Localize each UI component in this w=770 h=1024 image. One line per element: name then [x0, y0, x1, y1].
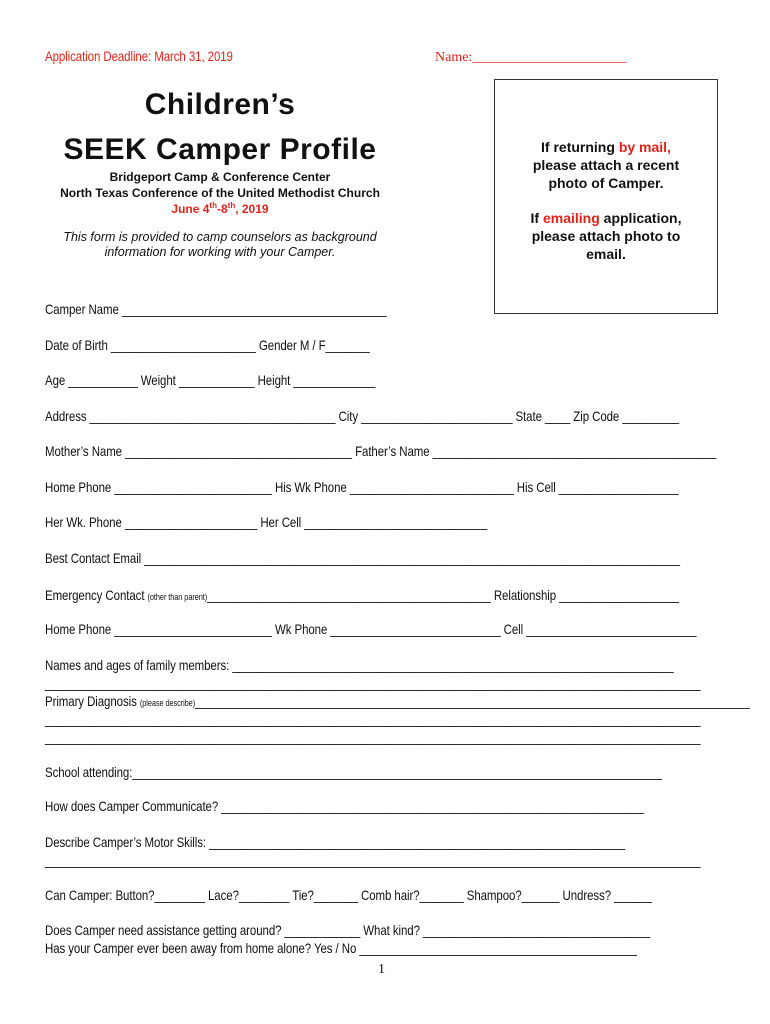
application-deadline: Application Deadline: March 31, 2019: [45, 48, 233, 64]
conference-name: North Texas Conference of the United Methodist Church: [60, 186, 380, 200]
photo-box: [494, 79, 718, 314]
photo-box-line-3: photo of Camper.: [548, 175, 664, 191]
motor-skills-field[interactable]: Describe Camper’s Motor Skills: __________________________________________________________________: [45, 834, 626, 850]
form-note-1: This form is provided to camp counselors as background: [63, 230, 377, 244]
name-field[interactable]: Name:______________________: [435, 50, 627, 65]
form-note-2: information for working with your Camper.: [104, 245, 336, 259]
dob-gender-field[interactable]: Date of Birth _______________________ Gender M / F_______: [45, 337, 370, 353]
parents-field[interactable]: Mother’s Name ____________________________________ Father’s Name _____________________________________________: [45, 443, 717, 459]
phones-field-2[interactable]: Her Wk. Phone _____________________ Her Cell _____________________________: [45, 514, 488, 530]
camp-dates: June 4th-8th, 2019: [171, 201, 269, 216]
page-title: SEEK Camper Profile: [63, 133, 377, 166]
page-number: 1: [378, 962, 385, 977]
primary-diagnosis-field[interactable]: Primary Diagnosis (please describe)________________________________________________________________________________________: [45, 693, 750, 709]
communication-field[interactable]: How does Camper Communicate? ___________________________________________________________________: [45, 798, 644, 814]
family-members-field[interactable]: Names and ages of family members: ______________________________________________________________________: [45, 657, 674, 673]
photo-box-line-4: If emailing application,: [530, 210, 682, 226]
primary-diagnosis-line-3[interactable]: ________________________________________________________________________________________________________: [45, 729, 701, 745]
title-line-1: Children’s: [144, 88, 296, 121]
address-field[interactable]: Address _______________________________________ City ________________________ State ____ Zip Code _________: [45, 408, 680, 424]
away-from-home-field[interactable]: Has your Camper ever been away from home alone? Yes / No ____________________________________________: [45, 940, 637, 956]
photo-box-line-1: If returning by mail,: [541, 139, 671, 155]
age-weight-height-field[interactable]: Age ___________ Weight ____________ Height _____________: [45, 372, 376, 388]
email-field[interactable]: Best Contact Email _____________________________________________________________________________________: [45, 550, 680, 566]
school-field[interactable]: School attending:____________________________________________________________________________________: [45, 764, 662, 780]
phones-field-3[interactable]: Home Phone _________________________ Wk Phone ___________________________ Cell ___________________________: [45, 621, 697, 637]
assistance-field[interactable]: Does Camper need assistance getting around? ____________ What kind? ____________________________________: [45, 922, 650, 938]
primary-diagnosis-line-2[interactable]: ________________________________________________________________________________________________________: [45, 711, 701, 727]
photo-box-line-2: please attach a recent: [532, 157, 680, 173]
phones-field-1[interactable]: Home Phone _________________________ His Wk Phone __________________________ His Cell ___________________: [45, 479, 679, 495]
family-members-line-2[interactable]: ________________________________________________________________________________________________________: [45, 675, 701, 691]
camper-name-field[interactable]: Camper Name __________________________________________: [45, 301, 387, 317]
self-care-field[interactable]: Can Camper: Button?________ Lace?________ Tie?_______ Comb hair?_______ Shampoo?______ Undress? ______: [45, 887, 652, 903]
motor-skills-line-2[interactable]: ________________________________________________________________________________________________________: [45, 852, 701, 868]
emergency-contact-field[interactable]: Emergency Contact (other than parent)_____________________________________________ Relationship ___________________: [45, 587, 679, 603]
camp-name: Bridgeport Camp & Conference Center: [109, 170, 331, 184]
photo-box-line-5: please attach photo to: [531, 228, 681, 244]
photo-box-line-6: email.: [586, 246, 626, 262]
